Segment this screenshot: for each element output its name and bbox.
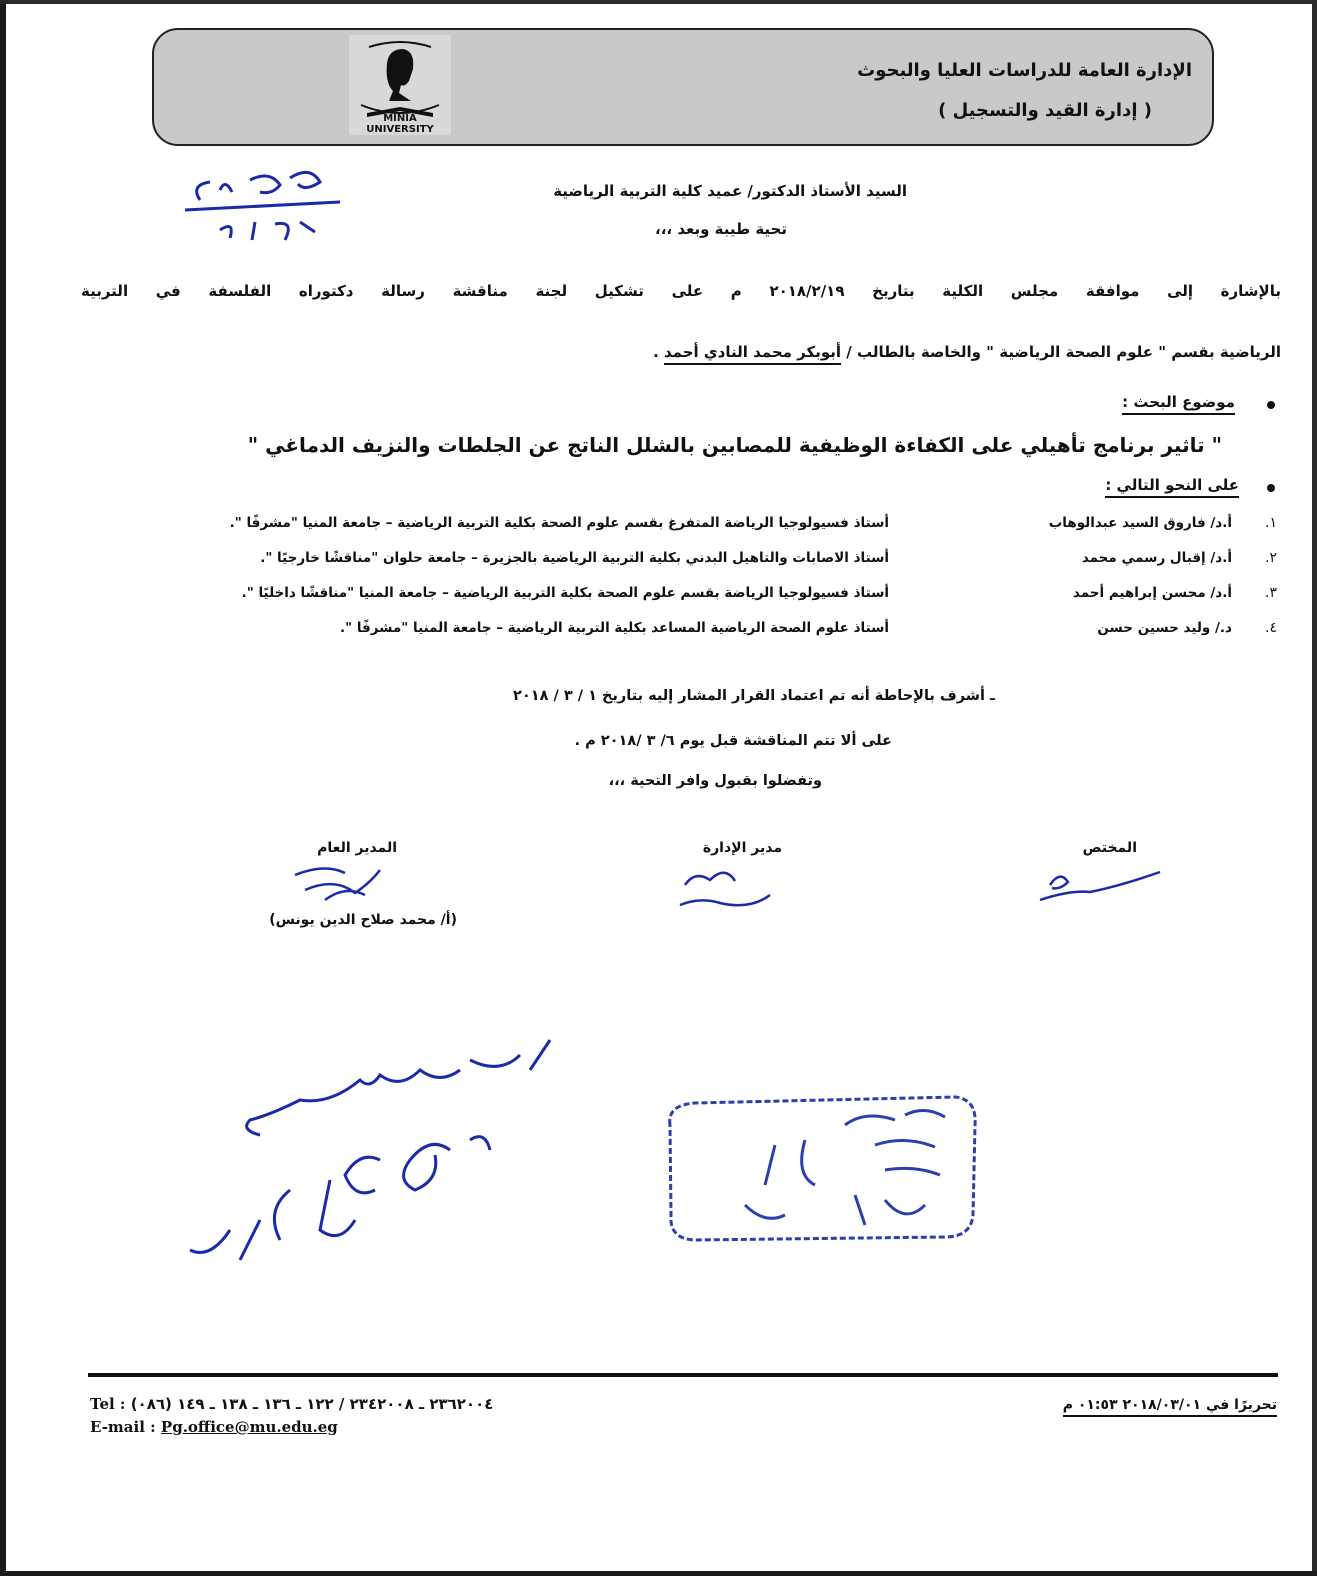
greeting-line: تحية طيبة وبعد ،،، <box>655 220 787 238</box>
letterhead <box>152 28 1214 146</box>
member-name: أ.د/ إقبال رسمي محمد <box>1081 550 1232 566</box>
bullet-icon <box>1267 484 1275 492</box>
research-label: موضوع البحث : <box>1122 393 1235 415</box>
handwritten-reference-note <box>180 160 350 250</box>
official-stamp <box>655 1085 985 1250</box>
member-number: ٣. <box>1265 585 1277 601</box>
scan-border-bottom <box>0 1571 1317 1576</box>
member-number: ٢. <box>1265 550 1277 566</box>
committee-label: على النحو التالي : <box>1105 476 1239 498</box>
bullet-icon <box>1267 401 1275 409</box>
email-label: E-mail : <box>90 1418 156 1436</box>
department-text: الرياضية بقسم " علوم الصحة الرياضية " والخاصة بالطالب / <box>846 343 1281 361</box>
scan-border-left <box>0 0 6 1576</box>
body-paragraph-1: بالإشارة إلى موافقة مجلس الكلية بتاريخ ٢٠١٨/٢/١٩ م على تشكيل لجنة مناقشة رسالة دكتوراه الفلسفة في التربية <box>81 282 1281 300</box>
department-title: الإدارة العامة للدراسات العليا والبحوث <box>857 60 1192 81</box>
office-title: ( إدارة القيد والتسجيل ) <box>938 100 1152 121</box>
manager-signature <box>670 855 780 920</box>
tel-label: Tel : <box>90 1395 126 1413</box>
member-name: د./ وليد حسين حسن <box>1097 620 1232 636</box>
discussion-date-note: على ألا تتم المناقشة قبل يوم ٦/ ٣ /٢٠١٨ م . <box>574 733 892 749</box>
research-title: " تاثير برنامج تأهيلي على الكفاءة الوظيفية للمصابين بالشلل الناتج عن الجلطات والنزيف الدماغي " <box>247 433 1222 457</box>
student-name: أبوبكر محمد النادي أحمد <box>664 343 841 365</box>
tel-numbers: (٠٨٦) ٢٣٦٢٠٠٤ ـ ٢٣٤٢٠٠٨ / ١٢٢ ـ ١٣٦ ـ ١٣٨ ـ ١٤٩ <box>130 1395 494 1413</box>
member-role: أستاذ فسيولوجيا الرياضة المتفرغ بقسم علوم الصحة بكلية التربية الرياضية – جامعة المنيا "مشرفًا ". <box>229 515 889 531</box>
specialist-label: المختص <box>1082 840 1137 856</box>
footer-divider <box>88 1373 1278 1377</box>
scan-border-right <box>1312 0 1317 1576</box>
paragraph-end: . <box>653 343 659 361</box>
scan-border-top <box>0 0 1317 4</box>
specialist-signature <box>1030 860 1170 910</box>
member-number: ٤. <box>1265 620 1277 636</box>
member-role: أستاذ علوم الصحة الرياضية المساعد بكلية التربية الرياضية – جامعة المنيا "مشرفًا ". <box>340 620 889 636</box>
general-manager-signature <box>285 855 395 910</box>
footer-telephone <box>90 1395 493 1413</box>
body-paragraph-2 <box>653 343 1281 361</box>
member-name: أ.د/ محسن إبراهيم أحمد <box>1072 585 1232 601</box>
closing-line: وتفضلوا بقبول وافر التحية ،،، <box>608 773 822 789</box>
approval-note: ـ أشرف بالإحاطة أنه تم اعتماد القرار المشار إليه بتاريخ ١ / ٣ / ٢٠١٨ <box>513 688 995 704</box>
manager-label: مدير الإدارة <box>702 840 782 856</box>
member-name: أ.د/ فاروق السيد عبدالوهاب <box>1048 515 1232 531</box>
logo-caption: MINIA UNIVERSITY <box>366 113 434 135</box>
member-role: أستاذ الاصابات والتاهيل البدني بكلية التربية الرياضية بالجزيرة – جامعة حلوان "مناقشًا خارجيًا ". <box>260 550 889 566</box>
general-manager-label: المدير العام <box>317 840 397 856</box>
email-link[interactable]: Pg.office@mu.edu.eg <box>160 1418 338 1436</box>
member-number: ١. <box>1265 515 1277 531</box>
university-logo <box>349 35 451 135</box>
written-date: تحريرًا في ٢٠١٨/٠٣/٠١ ٠١:٥٣ م <box>1063 1397 1277 1417</box>
handwritten-annotation <box>170 1030 590 1280</box>
recipient-line: السيد الأستاذ الدكتور/ عميد كلية التربية الرياضية <box>553 182 907 200</box>
general-manager-name: (أ/ محمد صلاح الدين يونس) <box>269 912 457 928</box>
member-role: أستاذ فسيولوجيا الرياضة بقسم علوم الصحة بكلية التربية الرياضية – جامعة المنيا "مناقشًا داخليًا ". <box>241 585 889 601</box>
footer-email <box>90 1418 338 1436</box>
